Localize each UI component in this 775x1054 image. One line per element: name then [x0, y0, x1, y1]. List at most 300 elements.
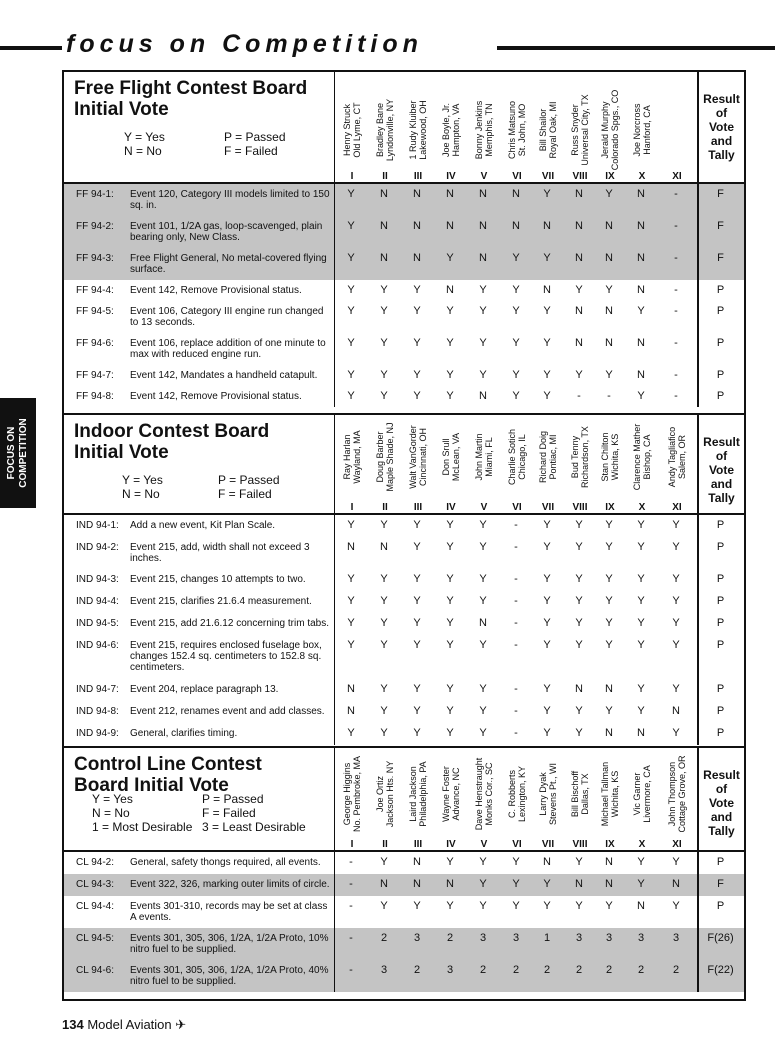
vote-cell: Y	[605, 639, 613, 651]
proposal-id: CL 94-6:	[76, 965, 114, 976]
vote-cell: Y	[543, 252, 551, 264]
voter-roman-numeral: VII	[541, 502, 555, 513]
vote-cell: N	[575, 337, 583, 349]
table-row	[64, 852, 744, 874]
vote-cell: 2	[605, 964, 613, 976]
section-title-line: Control Line Contest	[74, 754, 262, 775]
vote-cell: Y	[446, 541, 454, 553]
page-footer	[62, 1017, 186, 1033]
vote-cell: Y	[347, 305, 355, 317]
voter-roman-numeral: II	[382, 839, 388, 850]
voter-name: Ray Harlan Wayland, MA	[342, 430, 362, 484]
vote-cell: Y	[543, 519, 551, 531]
proposal-description: Event 106, Category III engine run changed to 13 seconds.	[130, 306, 324, 328]
voter-roman-numeral: II	[382, 171, 388, 182]
vote-cell: Y	[605, 369, 613, 381]
result-header-word: of	[715, 449, 728, 463]
vote-cell: N	[512, 220, 520, 232]
result-cell: P	[716, 284, 725, 296]
vote-cell: Y	[347, 252, 355, 264]
voter-name: Dave Henstraught Monks Cor., SC	[474, 757, 494, 831]
vote-cell: -	[514, 595, 518, 607]
vote-cell: Y	[380, 856, 388, 868]
voter-name: Chris Matsuno St. John, MO	[507, 100, 527, 160]
vote-cell: Y	[605, 900, 613, 912]
vote-cell: N	[605, 727, 613, 739]
vote-cell: -	[514, 727, 518, 739]
vote-cell: Y	[605, 617, 613, 629]
vote-cell: Y	[413, 705, 421, 717]
result-header-word: Result	[703, 435, 740, 449]
voter-roman-numeral: IV	[446, 839, 456, 850]
vote-cell: Y	[479, 369, 487, 381]
voter-column-head	[563, 415, 597, 513]
voter-name: Wayne Foster Advance, NC	[441, 766, 461, 822]
vote-cell: N	[380, 252, 388, 264]
vote-cell: N	[512, 188, 520, 200]
voter-roman-numeral: III	[413, 171, 423, 182]
section-header	[64, 72, 744, 184]
result-header	[697, 415, 744, 515]
table-row	[64, 537, 744, 569]
section-title-line: Board Initial Vote	[74, 775, 229, 796]
vote-cell: Y	[512, 284, 520, 296]
vote-cell: Y	[637, 541, 645, 553]
vote-cell: Y	[413, 727, 421, 739]
proposal-description: Event 204, replace paragraph 13.	[130, 684, 279, 695]
voter-column-head	[467, 72, 501, 182]
vote-cell: Y	[672, 617, 680, 629]
vote-cell: N	[479, 252, 487, 264]
vote-cell: -	[674, 252, 678, 264]
voter-column-head	[368, 748, 402, 850]
voter-name: Clarence Mather Bishop, CA	[632, 423, 652, 491]
proposal-description: Free Flight General, No metal-covered flying surface.	[130, 253, 327, 275]
vote-cell: Y	[347, 595, 355, 607]
voter-column-head	[335, 72, 369, 182]
proposal-id: IND 94-8:	[76, 706, 119, 717]
vote-cell: N	[446, 188, 454, 200]
result-cell: F	[717, 878, 724, 890]
proposal-description: Event 142, Mandates a handheld catapult.	[130, 370, 318, 381]
result-header-word: Vote	[708, 796, 735, 810]
result-header-word: Result	[703, 92, 740, 106]
vote-cell: Y	[446, 683, 454, 695]
vote-cell: Y	[446, 900, 454, 912]
vote-cell: Y	[605, 541, 613, 553]
vote-cell: -	[674, 284, 678, 296]
vote-cell: N	[605, 305, 613, 317]
vote-cell: 2	[543, 964, 551, 976]
vote-cell: N	[575, 188, 583, 200]
vote-cell: 2	[413, 964, 421, 976]
voter-roman-numeral: VIII	[572, 839, 588, 850]
vote-cell: N	[605, 220, 613, 232]
vote-cell: Y	[543, 369, 551, 381]
vote-cell: N	[413, 188, 421, 200]
column-rule	[334, 415, 335, 745]
vote-cell: 3	[672, 932, 680, 944]
vote-cell: Y	[380, 900, 388, 912]
table-row	[64, 216, 744, 248]
vote-cell: Y	[446, 305, 454, 317]
vote-cell: Y	[446, 617, 454, 629]
vote-cell: N	[637, 337, 645, 349]
vote-cell: Y	[347, 519, 355, 531]
result-cell: P	[716, 337, 725, 349]
proposal-description: Event 142, Remove Provisional status.	[130, 391, 302, 402]
voter-name: Joe Ortiz Jackson Hts. NY	[375, 760, 395, 828]
vote-cell: Y	[413, 595, 421, 607]
voter-column-head	[660, 748, 694, 850]
vote-cell: Y	[479, 705, 487, 717]
table-row	[64, 701, 744, 723]
vote-cell: N	[543, 856, 551, 868]
vote-cell: Y	[575, 900, 583, 912]
vote-cell: Y	[380, 369, 388, 381]
side-tab	[0, 398, 36, 508]
vote-cell: 3	[605, 932, 613, 944]
proposal-description: Events 301, 305, 306, 1/2A, 1/2A Proto, 40% nitro fuel to be supplied.	[130, 965, 329, 987]
table-row	[64, 301, 744, 333]
vote-cell: Y	[380, 305, 388, 317]
section-free-flight	[64, 72, 744, 407]
voter-column-head	[660, 415, 694, 513]
voter-column-head	[593, 72, 627, 182]
vote-cell: Y	[637, 856, 645, 868]
vote-cell: -	[514, 541, 518, 553]
result-cell: P	[716, 705, 725, 717]
voter-roman-numeral: VII	[541, 171, 555, 182]
vote-cell: Y	[575, 519, 583, 531]
voter-name: Charlie Sotich Chicago, IL	[507, 428, 527, 486]
vote-cell: Y	[479, 541, 487, 553]
section-title-line: Initial Vote	[74, 99, 169, 120]
vote-cell: Y	[672, 595, 680, 607]
voter-name: Bill Bischoff Dallas, TX	[570, 770, 590, 818]
vote-cell: Y	[413, 900, 421, 912]
vote-cell: Y	[479, 337, 487, 349]
vote-cell: N	[347, 683, 355, 695]
table-row	[64, 365, 744, 386]
vote-cell: Y	[479, 639, 487, 651]
voter-column-head	[434, 748, 468, 850]
vote-cell: Y	[347, 639, 355, 651]
result-header-word: and	[710, 134, 733, 148]
vote-cell: -	[674, 390, 678, 402]
voter-name: Joe Boyle, Jr. Hampton, VA	[441, 102, 461, 158]
voter-name: Bradley Bane Lyndonville, NY	[375, 98, 395, 162]
section-title-line: Free Flight Contest Board	[74, 78, 308, 99]
result-header-word: of	[715, 782, 728, 796]
vote-cell: N	[672, 705, 680, 717]
vote-cell: -	[674, 369, 678, 381]
table-row	[64, 960, 744, 992]
proposal-id: FF 94-3:	[76, 253, 114, 264]
voter-name: Henry Struck Old Lyme, CT	[342, 102, 362, 158]
vote-cell: Y	[347, 369, 355, 381]
table-row	[64, 896, 744, 928]
result-cell: P	[716, 519, 725, 531]
voter-roman-numeral: IX	[605, 502, 615, 513]
voter-column-head	[500, 415, 534, 513]
voter-roman-numeral: XI	[672, 171, 682, 182]
page-number: 134	[62, 1017, 84, 1032]
vote-cell: Y	[605, 519, 613, 531]
proposal-id: IND 94-9:	[76, 728, 119, 739]
proposal-description: Event 120, Category III models limited to 150 sq. in.	[130, 189, 330, 211]
vote-cell: 2	[479, 964, 487, 976]
vote-cell: Y	[479, 284, 487, 296]
column-rule	[334, 748, 335, 992]
vote-cell: N	[605, 878, 613, 890]
vote-cell: Y	[637, 683, 645, 695]
voter-name: Stan Chilton Wichita, KS	[600, 432, 620, 482]
vote-cell: Y	[413, 617, 421, 629]
proposal-id: IND 94-6:	[76, 640, 119, 651]
vote-cell: N	[575, 252, 583, 264]
vote-cell: N	[479, 390, 487, 402]
voter-name: Larry Dyak Stevens Pt., WI	[538, 762, 558, 826]
section-title	[74, 421, 334, 463]
voter-name: Russ Snyder Universal City, TX	[570, 94, 590, 166]
vote-cell: -	[514, 617, 518, 629]
vote-cell: 3	[380, 964, 388, 976]
voter-column-head	[593, 415, 627, 513]
vote-cell: Y	[543, 337, 551, 349]
voter-column-head	[401, 72, 435, 182]
voter-name: John Martin Miami, FL	[474, 433, 494, 481]
result-cell: P	[716, 856, 725, 868]
vote-cell: N	[605, 683, 613, 695]
voter-roman-numeral: V	[480, 839, 488, 850]
vote-cell: -	[349, 900, 353, 912]
voter-name: Vic Garner Livermore, CA	[632, 765, 652, 823]
vote-cell: Y	[446, 369, 454, 381]
legend-item: P = Passed	[224, 130, 286, 144]
vote-cell: Y	[575, 595, 583, 607]
vote-cell: N	[479, 220, 487, 232]
page-header	[0, 26, 775, 66]
legend-item: Y = Yes	[124, 130, 165, 144]
vote-cell: Y	[543, 683, 551, 695]
voter-roman-numeral: X	[638, 502, 646, 513]
vote-cell: Y	[512, 305, 520, 317]
voter-column-head	[625, 415, 659, 513]
vote-cell: Y	[413, 284, 421, 296]
vote-cell: N	[637, 369, 645, 381]
vote-board	[62, 70, 746, 1001]
vote-cell: Y	[512, 337, 520, 349]
proposal-description: Event 215, requires enclosed fuselage box, changes 152.4 sq. centimeters to 152.8 sq. centimeters.	[130, 640, 322, 673]
voter-column-head	[401, 748, 435, 850]
vote-cell: Y	[512, 856, 520, 868]
vote-cell: Y	[380, 639, 388, 651]
vote-cell: N	[413, 220, 421, 232]
voter-name: 1 Rudy Kluiber Lakewood, OH	[408, 100, 428, 160]
vote-cell: -	[577, 390, 581, 402]
result-cell: F	[717, 220, 724, 232]
voter-roman-numeral: I	[350, 839, 354, 850]
voter-roman-numeral: VIII	[572, 502, 588, 513]
vote-cell: Y	[672, 639, 680, 651]
voter-name: Joe Norcross Hanford, CA	[632, 103, 652, 157]
vote-cell: Y	[605, 573, 613, 585]
result-cell: P	[716, 573, 725, 585]
header-title: focus on Competition	[66, 30, 423, 58]
voter-column-head	[500, 72, 534, 182]
vote-cell: Y	[575, 541, 583, 553]
voter-header	[334, 72, 697, 184]
vote-cell: 2	[380, 932, 388, 944]
vote-cell: Y	[380, 595, 388, 607]
voter-column-head	[467, 748, 501, 850]
vote-cell: N	[605, 856, 613, 868]
vote-cell: Y	[543, 900, 551, 912]
vote-cell: Y	[446, 639, 454, 651]
vote-cell: Y	[446, 337, 454, 349]
result-cell: P	[716, 595, 725, 607]
voter-name: Richard Doig Pontiac, MI	[538, 430, 558, 484]
header-rule-right	[497, 46, 775, 50]
voter-roman-numeral: V	[480, 502, 488, 513]
vote-cell: Y	[413, 639, 421, 651]
vote-cell: Y	[479, 727, 487, 739]
vote-cell: Y	[380, 519, 388, 531]
result-cell: P	[716, 390, 725, 402]
vote-cell: Y	[413, 519, 421, 531]
voter-name: Don Srull McLean, VA	[441, 432, 461, 482]
vote-cell: Y	[605, 705, 613, 717]
vote-cell: Y	[479, 878, 487, 890]
proposal-description: Event 215, add 21.6.12 concerning trim tabs.	[130, 618, 330, 629]
vote-cell: Y	[380, 573, 388, 585]
vote-cell: 2	[512, 964, 520, 976]
table-row	[64, 515, 744, 537]
vote-cell: -	[349, 856, 353, 868]
vote-cell: Y	[575, 639, 583, 651]
vote-cell: N	[637, 252, 645, 264]
result-header-word: Tally	[708, 148, 735, 162]
vote-cell: -	[607, 390, 611, 402]
vote-cell: Y	[479, 856, 487, 868]
vote-cell: N	[575, 305, 583, 317]
voter-name: Bud Tenny Richardson, TX	[570, 426, 590, 488]
vote-cell: N	[380, 541, 388, 553]
vote-cell: Y	[543, 390, 551, 402]
vote-cell: N	[637, 220, 645, 232]
result-header-word: Tally	[708, 824, 735, 838]
side-tab-label: FOCUS ON COMPETITION	[6, 418, 29, 488]
vote-cell: 2	[637, 964, 645, 976]
vote-cell: Y	[672, 519, 680, 531]
proposal-id: FF 94-5:	[76, 306, 114, 317]
voter-roman-numeral: II	[382, 502, 388, 513]
vote-cell: Y	[605, 188, 613, 200]
voter-column-head	[335, 415, 369, 513]
voter-header	[334, 415, 697, 515]
vote-cell: Y	[543, 878, 551, 890]
vote-cell: Y	[543, 705, 551, 717]
result-cell: P	[716, 900, 725, 912]
voter-roman-numeral: IV	[446, 171, 456, 182]
proposal-id: IND 94-4:	[76, 596, 119, 607]
vote-cell: Y	[575, 727, 583, 739]
legend-item: N = No	[92, 806, 130, 820]
vote-cell: Y	[413, 305, 421, 317]
vote-cell: N	[637, 188, 645, 200]
legend-item: P = Passed	[218, 473, 280, 487]
vote-cell: Y	[380, 337, 388, 349]
vote-cell: Y	[637, 519, 645, 531]
vote-cell: Y	[446, 519, 454, 531]
voter-column-head	[368, 72, 402, 182]
table-row	[64, 635, 744, 679]
voter-roman-numeral: X	[638, 839, 646, 850]
vote-cell: Y	[637, 305, 645, 317]
proposal-description: Events 301, 305, 306, 1/2A, 1/2A Proto, 10% nitro fuel to be supplied.	[130, 933, 329, 955]
legend-item: F = Failed	[218, 487, 272, 501]
table-row	[64, 613, 744, 635]
voter-roman-numeral: XI	[672, 502, 682, 513]
vote-cell: Y	[543, 595, 551, 607]
vote-cell: Y	[672, 683, 680, 695]
result-header-word: Vote	[708, 120, 735, 134]
result-header	[697, 748, 744, 852]
result-header-word: Tally	[708, 491, 735, 505]
vote-cell: 3	[575, 932, 583, 944]
proposal-description: Event 101, 1/2A gas, loop-scavenged, plain bearing only, New Class.	[130, 221, 323, 243]
voter-roman-numeral: III	[413, 502, 423, 513]
vote-cell: Y	[347, 337, 355, 349]
vote-cell: Y	[446, 573, 454, 585]
result-cell: F(22)	[707, 964, 734, 976]
proposal-id: FF 94-2:	[76, 221, 114, 232]
voter-roman-numeral: XI	[672, 839, 682, 850]
voter-column-head	[531, 72, 565, 182]
proposal-id: FF 94-4:	[76, 285, 114, 296]
voter-roman-numeral: I	[350, 502, 354, 513]
vote-cell: Y	[605, 284, 613, 296]
proposal-id: CL 94-3:	[76, 879, 114, 890]
table-row	[64, 569, 744, 591]
result-cell: P	[716, 683, 725, 695]
vote-cell: Y	[347, 617, 355, 629]
column-rule	[697, 72, 699, 407]
result-cell: P	[716, 617, 725, 629]
column-rule	[697, 748, 699, 992]
voter-name: Doug Barber Maple Shade, NJ	[375, 422, 395, 492]
legend-item: 1 = Most Desirable	[92, 820, 193, 834]
proposal-description: Event 215, changes 10 attempts to two.	[130, 574, 306, 585]
legend-item: N = No	[124, 144, 162, 158]
voter-name: John Thompson Cottage Grove, OR	[667, 755, 687, 833]
result-header-word: and	[710, 810, 733, 824]
vote-cell: 3	[637, 932, 645, 944]
vote-cell: N	[543, 284, 551, 296]
vote-cell: N	[479, 617, 487, 629]
vote-cell: Y	[413, 337, 421, 349]
voter-name: Walt VanGorder Cincinnati, OH	[408, 425, 428, 489]
legend-item: Y = Yes	[92, 792, 133, 806]
vote-cell: Y	[347, 573, 355, 585]
vote-cell: N	[479, 188, 487, 200]
vote-cell: Y	[347, 390, 355, 402]
vote-cell: Y	[479, 305, 487, 317]
vote-cell: Y	[637, 878, 645, 890]
voter-column-head	[434, 415, 468, 513]
voter-name: George Higgins No. Pembroke, MA	[342, 755, 362, 833]
